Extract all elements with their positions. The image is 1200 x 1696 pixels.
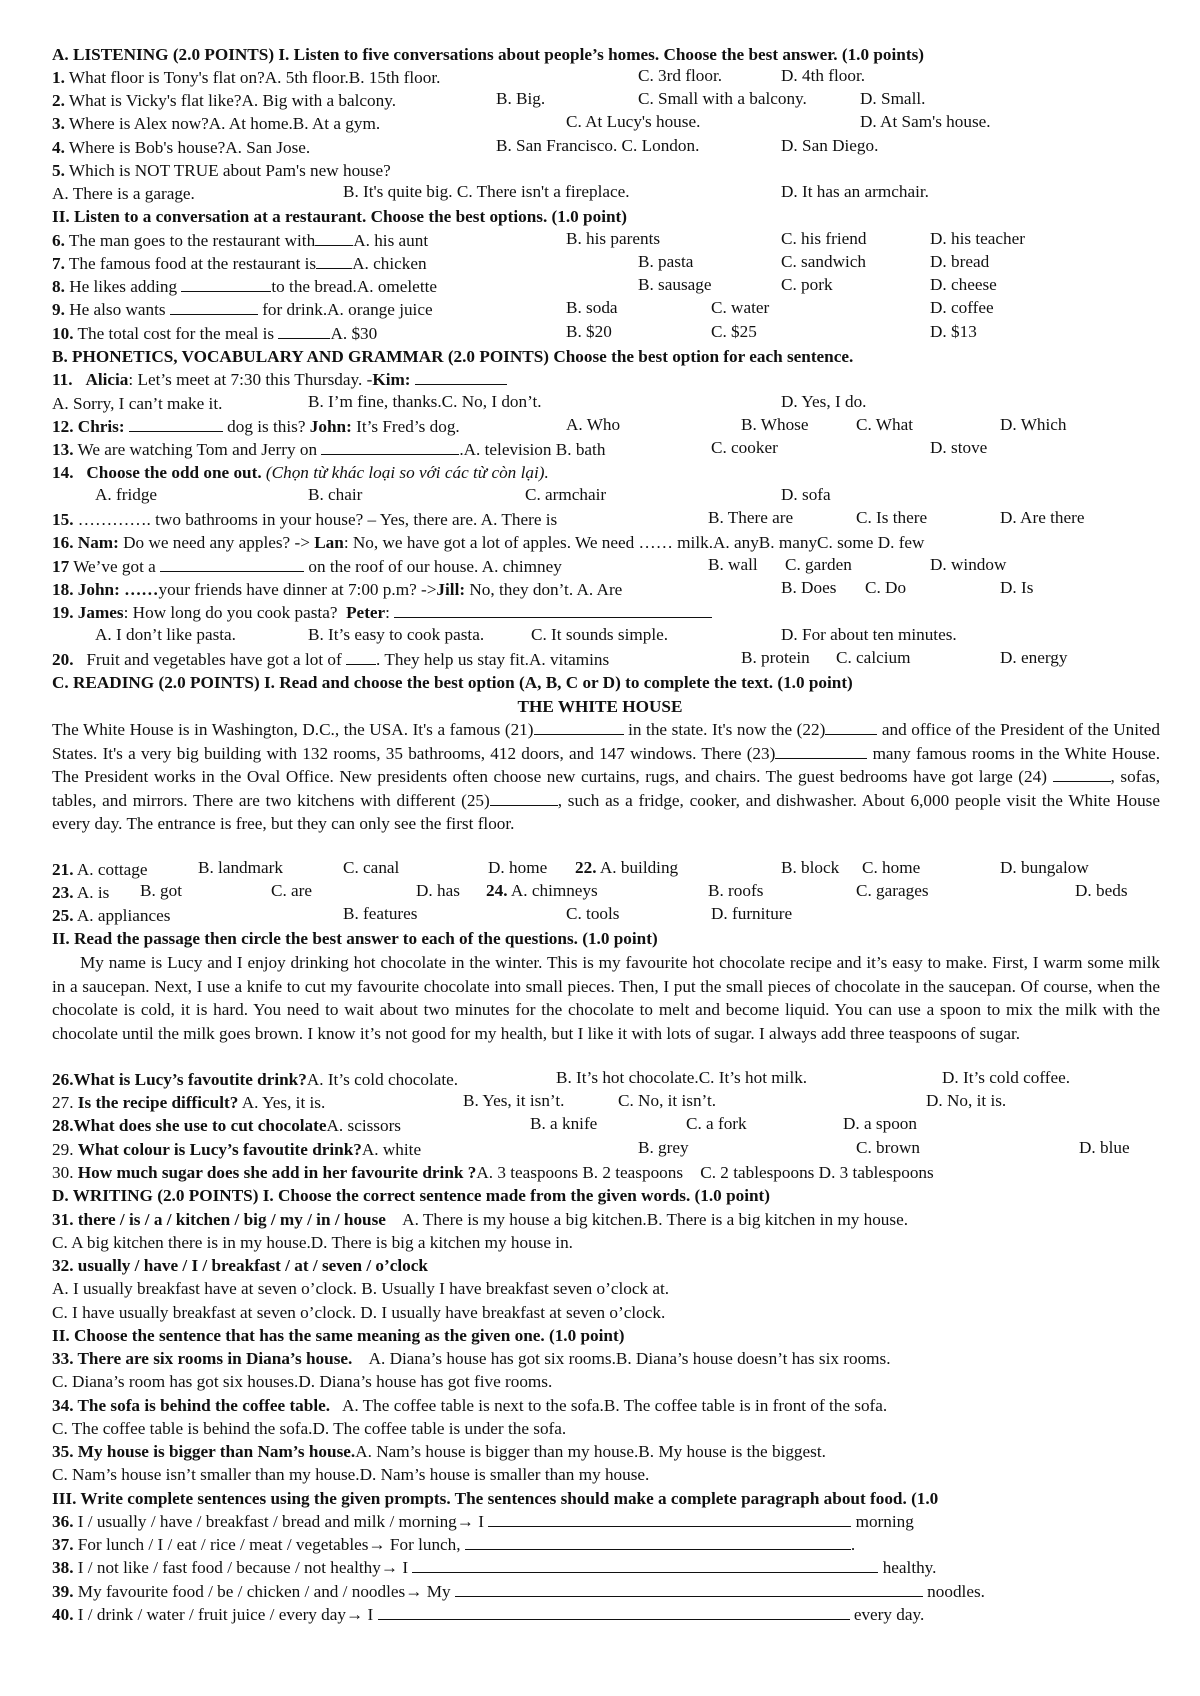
option-c: C. brown	[856, 1138, 920, 1157]
option-d: D. At Sam's house.	[860, 112, 991, 131]
section-c-heading: C. READING (2.0 POINTS) I. Read and choose the best option (A, B, C or D) to complete the text. (1.0 point)	[52, 673, 853, 692]
option-d: D. No, it is.	[926, 1091, 1007, 1110]
question-27: 27. Is the recipe difficult? A. Yes, it is.	[52, 1093, 326, 1112]
option-d: D. San Diego.	[781, 136, 879, 155]
question-10: 10. The total cost for the meal is A. $30	[52, 324, 378, 343]
question-31: 31. there / is / a / kitchen / big / my / in / house A. There is my house a big kitchen.B. There is a big kitchen in my house.	[52, 1210, 908, 1229]
option-b: B. soda	[566, 298, 618, 317]
option-c: C. Small with a balcony.	[638, 89, 807, 108]
option-c: C. garden	[785, 555, 852, 574]
option-c: C. What	[856, 415, 913, 434]
answer-blank[interactable]	[394, 602, 712, 618]
reading-passage-2: My name is Lucy and I enjoy drinking hot chocolate in the winter. This is my favourite hot chocolate recipe and it’s easy to make. First, I warm some milk in a saucepan. Next, I use a knife to cut my favourite chocolate into small pieces. Then, I put the small pieces of chocolate in the saucepan. Of course, when the chocolate is cold, it is hard. You need to wait about two minutes for the chocolate to melt and become liquid. You can use a spoon to mix the milk with the chocolate until the milk goes brown. I know it’s not good for my health, but I like it with lots of sugar. I always add three teaspoons of sugar.	[52, 953, 1160, 1043]
option-c: C. are	[271, 881, 313, 900]
option-b: B. roofs	[708, 881, 764, 900]
question-25: 25. A. appliances	[52, 906, 171, 925]
question-16: 16. Nam: Do we need any apples? -> Lan: No, we have got a lot of apples. We need …… milk.A. anyB. manyC. some D. few	[52, 533, 925, 552]
option-d: D. Is	[1000, 578, 1034, 597]
question-20: 20. Fruit and vegetables have got a lot of . They help us stay fit.A. vitamins	[52, 650, 610, 669]
option-bc: B. It's quite big. C. There isn't a fireplace.	[343, 182, 630, 201]
option-d: D. It’s cold coffee.	[942, 1068, 1071, 1087]
option-d: D. window	[930, 555, 1007, 574]
option-d: D. bread	[930, 252, 990, 271]
option-b: B. sausage	[638, 275, 712, 294]
option-d: D. furniture	[711, 904, 793, 923]
option-c: C. At Lucy's house.	[566, 112, 701, 131]
option-a: A. There is a garage.	[52, 184, 195, 203]
question-36: 36. I / usually / have / breakfast / bread and milk / morning→ I morning	[52, 1512, 914, 1531]
question-13: 13. We are watching Tom and Jerry on .A. television B. bath	[52, 440, 606, 459]
section-c2-heading: II. Read the passage then circle the best answer to each of the questions. (1.0 point)	[52, 929, 658, 948]
question-24: 24. A. chimneys	[486, 881, 598, 900]
reading-passage-1: The White House is in Washington, D.C., the USA. It's a famous (21) in the state. It's now the (22) and office of the President of the United States. It's a very big building with 132 rooms, 35 bathrooms, 412 doors, and 147 windows. There (23) many famous rooms in the White House. The President works in the Oval Office. New presidents often choose new curtains, rugs, and chairs. The guest bedrooms have got large (24) , sofas, tables, and mirrors. There are two kitchens with different (25) , such as a fridge, cooker, and dishwasher. About 6,000 people visit the White House every day. The entrance is free, but they can only see the first floor.	[52, 720, 1161, 833]
question-17: 17 We’ve got a on the roof of our house. A. chimney	[52, 557, 562, 576]
option-d: D. coffee	[930, 298, 994, 317]
option-d: D. cheese	[930, 275, 997, 294]
option-d: D. Yes, I do.	[781, 392, 867, 411]
option-b: B. Does	[781, 578, 837, 597]
option-c: C. pork	[781, 275, 833, 294]
option-c: C. armchair	[525, 485, 607, 504]
answer-line[interactable]	[465, 1534, 851, 1550]
question-30: 30. How much sugar does she add in her favourite drink ?A. 3 teaspoons B. 2 teaspoons C. 2 tablespoons D. 3 tablespoons	[52, 1163, 934, 1182]
question-4: 4. Where is Bob's house?A. San Jose.	[52, 138, 311, 157]
question-33: 33. There are six rooms in Diana’s house. A. Diana’s house has got six rooms.B. Diana’s house doesn’t has six rooms.	[52, 1349, 891, 1368]
question-23: 23. A. is	[52, 883, 110, 902]
option-c: C. his friend	[781, 229, 867, 248]
option-d: D. his teacher	[930, 229, 1025, 248]
gap-22[interactable]	[825, 719, 877, 735]
answer-blank[interactable]	[315, 230, 353, 246]
option-d: D. Which	[1000, 415, 1067, 434]
answer-blank[interactable]	[316, 253, 352, 269]
gap-24[interactable]	[1053, 766, 1111, 782]
option-d: D. home	[488, 858, 548, 877]
option-b: B. landmark	[198, 858, 283, 877]
option-a: A. fridge	[95, 485, 158, 504]
gap-21[interactable]	[534, 719, 624, 735]
option-c: C. Is there	[856, 508, 928, 527]
option-c: C. home	[862, 858, 921, 877]
question-12: 12. Chris: dog is this? John: It’s Fred’s dog.	[52, 417, 460, 436]
answer-blank[interactable]	[170, 299, 258, 315]
section-d3-heading: III. Write complete sentences using the given prompts. The sentences should make a complete paragraph about food. (1.0	[52, 1489, 939, 1508]
option-b: B. block	[781, 858, 840, 877]
question-33-options: C. Diana’s room has got six houses.D. Diana’s house has got five rooms.	[52, 1372, 553, 1391]
option-d: D. Small.	[860, 89, 926, 108]
gap-25[interactable]	[490, 790, 558, 806]
answer-blank[interactable]	[415, 369, 507, 385]
option-d: D. It has an armchair.	[781, 182, 929, 201]
option-d: D. $13	[930, 322, 977, 341]
answer-line[interactable]	[412, 1557, 878, 1573]
option-b: B. a knife	[530, 1114, 598, 1133]
option-c: C. calcium	[836, 648, 911, 667]
question-1	[52, 66, 440, 90]
gap-23[interactable]	[775, 743, 867, 759]
answer-blank[interactable]	[346, 649, 376, 665]
section-b-heading: B. PHONETICS, VOCABULARY AND GRAMMAR (2.0 POINTS) Choose the best option for each sentence.	[52, 347, 854, 366]
section-d2-heading: II. Choose the sentence that has the same meaning as the given one. (1.0 point)	[52, 1326, 625, 1345]
option-b: B. pasta	[638, 252, 694, 271]
option-d: D. stove	[930, 438, 988, 457]
option-a: A. Sorry, I can’t make it.	[52, 394, 223, 413]
option-b: B. It’s easy to cook pasta.	[308, 625, 485, 644]
option-b: B. wall	[708, 555, 758, 574]
question-text: What floor is Tony's flat on?A. 5th floor.B. 15th floor.	[68, 68, 441, 87]
answer-blank[interactable]	[278, 323, 330, 339]
question-28: 28.What does she use to cut chocolateA. scissors	[52, 1116, 401, 1135]
option-b: B. grey	[638, 1138, 689, 1157]
passage-title: THE WHITE HOUSE	[517, 697, 683, 716]
option-d: D. energy	[1000, 648, 1068, 667]
question-2: 2. What is Vicky's flat like?A. Big with a balcony.	[52, 91, 397, 110]
question-3: 3. Where is Alex now?A. At home.B. At a gym.	[52, 114, 381, 133]
question-6: 6. The man goes to the restaurant with A. his aunt	[52, 231, 429, 250]
question-32-options-ab: A. I usually breakfast have at seven o’clock. B. Usually I have breakfast seven o’clock at.	[52, 1279, 670, 1298]
option-d: D. has	[416, 881, 460, 900]
option-c: C. It sounds simple.	[531, 625, 669, 644]
option-c: C. garages	[856, 881, 929, 900]
answer-blank[interactable]	[181, 276, 271, 292]
option-c: C. tools	[566, 904, 620, 923]
question-15: 15. …………. two bathrooms in your house? – Yes, there are. A. There is	[52, 510, 558, 529]
question-14: 14. Choose the odd one out. (Chọn từ khác loại so với các từ còn lại).	[52, 463, 549, 482]
option-a: A. I don’t like pasta.	[95, 625, 236, 644]
answer-blank[interactable]	[321, 439, 459, 455]
question-5: 5. Which is NOT TRUE about Pam's new house?	[52, 161, 391, 180]
option-a: A. Who	[566, 415, 621, 434]
option-c: C. No, it isn’t.	[618, 1091, 717, 1110]
option-c: C. canal	[343, 858, 400, 877]
question-34-options: C. The coffee table is behind the sofa.D. The coffee table is under the sofa.	[52, 1419, 567, 1438]
answer-line[interactable]	[378, 1604, 850, 1620]
section-a-heading: A. LISTENING (2.0 POINTS) I. Listen to five conversations about people’s homes. Choose the best answer. (1.0 points)	[52, 45, 924, 64]
question-40: 40. I / drink / water / fruit juice / every day→ I every day.	[52, 1605, 925, 1624]
question-34: 34. The sofa is behind the coffee table. A. The coffee table is next to the sofa.B. The coffee table is in front of the sofa.	[52, 1396, 888, 1415]
section-d-heading: D. WRITING (2.0 POINTS) I. Choose the correct sentence made from the given words. (1.0 point)	[52, 1186, 770, 1205]
answer-blank[interactable]	[160, 556, 304, 572]
question-38: 38. I / not like / fast food / because / not healthy→ I healthy.	[52, 1558, 937, 1577]
question-29: 29. What colour is Lucy’s favoutite drink?A. white	[52, 1140, 422, 1159]
question-35: 35. My house is bigger than Nam’s house.A. Nam’s house is bigger than my house.B. My house is the biggest.	[52, 1442, 826, 1461]
option-d: D. sofa	[781, 485, 831, 504]
option-b: B. $20	[566, 322, 612, 341]
question-22: 22. A. building	[575, 858, 679, 877]
section-a2-heading: II. Listen to a conversation at a restaurant. Choose the best options. (1.0 point)	[52, 207, 627, 226]
option-d: D. beds	[1075, 881, 1128, 900]
option-c: C. a fork	[686, 1114, 747, 1133]
question-31-options: C. A big kitchen there is in my house.D. There is big a kitchen my house in.	[52, 1233, 573, 1252]
option-c: C. water	[711, 298, 770, 317]
question-21: 21. A. cottage	[52, 860, 148, 879]
option-bc: B. San Francisco. C. London.	[496, 136, 700, 155]
option-d: D. a spoon	[843, 1114, 917, 1133]
option-bc: B. It’s hot chocolate.C. It’s hot milk.	[556, 1068, 808, 1087]
question-9: 9. He also wants for drink.A. orange juice	[52, 300, 433, 319]
question-11: 11. Alicia: Let’s meet at 7:30 this Thursday. -Kim:	[52, 368, 507, 392]
question-18: 18. John: ……your friends have dinner at 7:00 p.m? ->Jill: No, they don’t. A. Are	[52, 580, 623, 599]
answer-blank[interactable]	[129, 416, 223, 432]
option-c: C. $25	[711, 322, 757, 341]
option-d: D. blue	[1079, 1138, 1130, 1157]
question-39: 39. My favourite food / be / chicken / and / noodles→ My noodles.	[52, 1582, 985, 1601]
question-26: 26.What is Lucy’s favoutite drink?A. It’s cold chocolate.	[52, 1070, 459, 1089]
option-b: B. got	[140, 881, 183, 900]
option-b: B. his parents	[566, 229, 661, 248]
option-c: C. cooker	[711, 438, 778, 457]
question-19: 19. James: How long do you cook pasta? Peter:	[52, 601, 712, 625]
option-d: D. Are there	[1000, 508, 1085, 527]
option-c: C. sandwich	[781, 252, 866, 271]
option-b: B. protein	[741, 648, 810, 667]
answer-line[interactable]	[488, 1511, 851, 1527]
option-bc: B. I’m fine, thanks.C. No, I don’t.	[308, 392, 542, 411]
option-d: D. bungalow	[1000, 858, 1089, 877]
option-b: B. features	[343, 904, 418, 923]
question-8: 8. He likes adding to the bread.A. omelette	[52, 277, 437, 296]
question-32-options-cd: C. I have usually breakfast at seven o’clock. D. I usually have breakfast at seven o’clock.	[52, 1303, 666, 1322]
option-b: B. Whose	[741, 415, 809, 434]
question-number: 1.	[52, 68, 65, 87]
question-32: 32. usually / have / I / breakfast / at / seven / o’clock	[52, 1256, 428, 1275]
option-d: D. 4th floor.	[781, 66, 866, 85]
option-c: C. 3rd floor.	[638, 66, 723, 85]
question-35-options: C. Nam’s house isn’t smaller than my house.D. Nam’s house is smaller than my house.	[52, 1465, 650, 1484]
option-b: B. chair	[308, 485, 363, 504]
option-b: B. There are	[708, 508, 794, 527]
question-37: 37. For lunch / I / eat / rice / meat / vegetables→ For lunch, .	[52, 1535, 856, 1554]
option-b: B. Yes, it isn’t.	[463, 1091, 565, 1110]
question-7: 7. The famous food at the restaurant is A. chicken	[52, 254, 427, 273]
option-c: C. Do	[865, 578, 907, 597]
option-b: B. Big.	[496, 89, 546, 108]
answer-line[interactable]	[455, 1581, 923, 1597]
option-d: D. For about ten minutes.	[781, 625, 957, 644]
